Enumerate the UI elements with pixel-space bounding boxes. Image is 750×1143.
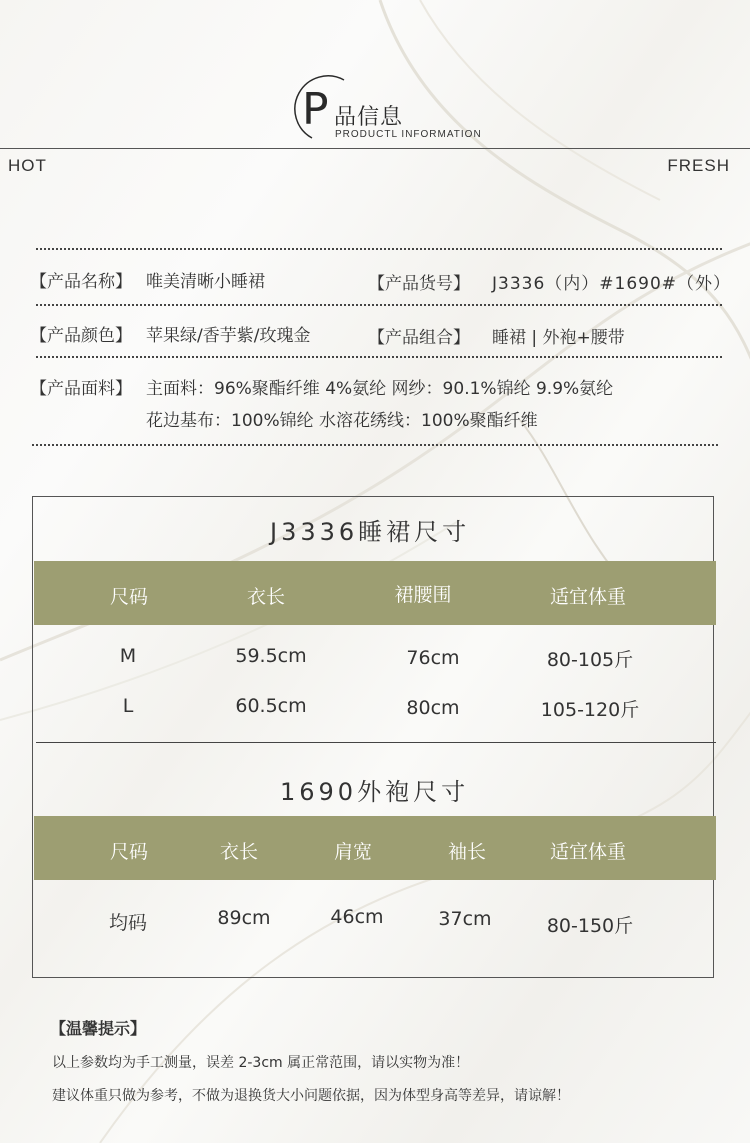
product-fabric-label: 【产品面料】 <box>30 379 132 399</box>
table-cell: M <box>119 645 137 667</box>
table2-header-weight: 适宜体重 <box>549 841 627 863</box>
product-combo-value: 睡裙 | 外袍+腰带 <box>492 328 625 348</box>
table-cell: 46cm <box>330 906 384 928</box>
product-sku-value: J3336（内）#1690#（外） <box>492 274 732 294</box>
table2-header-shoulder: 肩宽 <box>333 841 373 863</box>
product-color-label: 【产品颜色】 <box>30 326 132 346</box>
table-cell: 80cm <box>406 697 460 719</box>
table2-header-sleeve: 袖长 <box>447 841 487 863</box>
table-cell: 76cm <box>406 647 460 669</box>
table2-header-length: 衣长 <box>219 841 259 863</box>
table-cell: 均码 <box>108 912 148 934</box>
logo-letter: P <box>302 84 329 135</box>
section-subtitle: PRODUCTL INFORMATION <box>335 129 482 140</box>
tips-line-2: 建议体重只做为参考，不做为退换货大小问题依据，因为体型身高等差异，请谅解！ <box>52 1088 570 1104</box>
product-fabric-line1: 主面料：96%聚酯纤维 4%氨纶 网纱：90.1%锦纶 9.9%氨纶 <box>146 379 614 399</box>
table-cell: 80-150斤 <box>546 915 634 937</box>
dotted-divider <box>36 304 722 306</box>
table-cell: 60.5cm <box>235 695 307 717</box>
table1-title: J3336睡裙尺寸 <box>270 518 471 546</box>
tips-line-1: 以上参数均为手工测量，误差 2-3cm 属正常范围，请以实物为准！ <box>52 1055 470 1071</box>
dotted-divider <box>36 356 722 358</box>
table2-header-size: 尺码 <box>109 841 149 863</box>
table1-header-weight: 适宜体重 <box>549 586 627 608</box>
dotted-divider <box>32 444 718 446</box>
hot-tag: HOT <box>8 156 47 175</box>
header-divider <box>0 148 750 149</box>
table-divider <box>36 742 716 743</box>
section-title: 品信息 <box>334 105 404 130</box>
table-cell: 59.5cm <box>235 645 307 667</box>
tips-title: 【温馨提示】 <box>50 1019 147 1038</box>
table1-header-length: 衣长 <box>246 586 286 608</box>
table-cell: L <box>122 695 134 717</box>
product-combo-label: 【产品组合】 <box>368 328 470 348</box>
product-sku-label: 【产品货号】 <box>368 274 470 294</box>
product-name-label: 【产品名称】 <box>30 272 132 292</box>
fresh-tag: FRESH <box>667 156 730 175</box>
product-name-value: 唯美清晰小睡裙 <box>146 272 265 292</box>
table1-header-size: 尺码 <box>109 586 149 608</box>
table2-title: 1690外袍尺寸 <box>280 778 470 806</box>
table1-header-waist: 裙腰围 <box>394 584 452 606</box>
dotted-divider <box>36 248 722 250</box>
table-cell: 89cm <box>217 907 271 929</box>
product-color-value: 苹果绿/香芋紫/玫瑰金 <box>146 326 311 346</box>
table-cell: 105-120斤 <box>540 699 640 721</box>
table-cell: 80-105斤 <box>546 649 634 671</box>
table-cell: 37cm <box>438 908 492 930</box>
product-fabric-line2: 花边基布：100%锦纶 水溶花绣线：100%聚酯纤维 <box>146 411 538 431</box>
